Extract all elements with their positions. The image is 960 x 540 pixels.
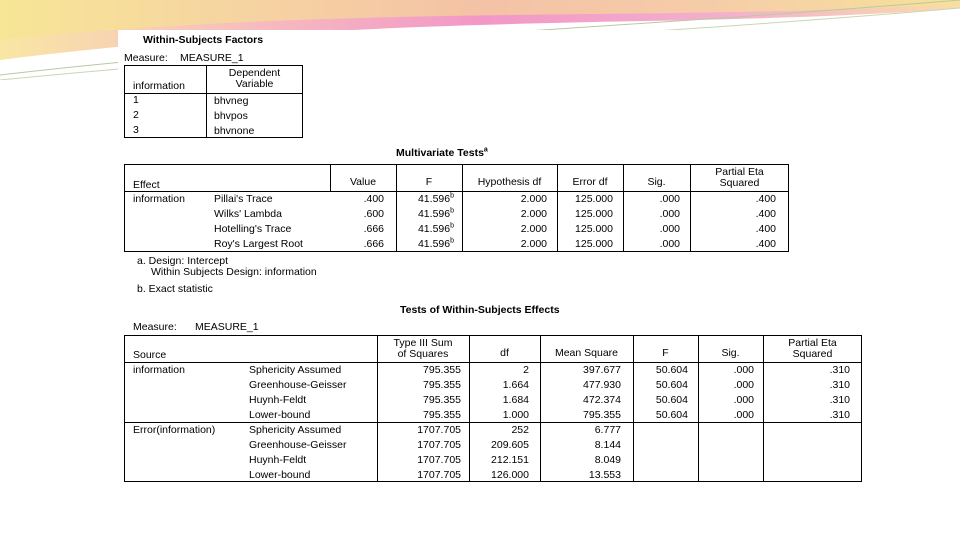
multi-col-eta-2: Squared (719, 177, 760, 189)
within-measure-value: MEASURE_1 (180, 52, 244, 64)
multi-f: 41.596$^b$ (417, 222, 454, 235)
multi-col-err: Error df (572, 176, 608, 188)
wse-source-error: Error(information) (133, 424, 216, 436)
wse-correction: Huynh-Feldt (249, 454, 307, 466)
multi-hyp: 2.000 (520, 238, 547, 250)
multi-test: Pillai's Trace (214, 193, 273, 205)
wse-ss: 1707.705 (417, 424, 461, 436)
multi-eta: .400 (755, 223, 776, 235)
multi-eta: .400 (755, 238, 776, 250)
wse-ss: 1707.705 (417, 439, 461, 451)
wse-col-eta-2: Squared (792, 348, 833, 360)
multi-col-effect: Effect (133, 179, 160, 191)
wse-ms: 472.374 (583, 394, 621, 406)
wse-ms: 6.777 (594, 424, 621, 436)
wse-eta: .310 (829, 364, 850, 376)
within-col-dv-2: Variable (235, 78, 274, 90)
wse-df: 209.605 (491, 439, 529, 451)
multi-note-b: b. Exact statistic (137, 283, 213, 295)
wse-ss: 795.355 (423, 409, 461, 421)
wse-ss: 795.355 (423, 379, 461, 391)
multi-col-hyp: Hypothesis df (477, 176, 542, 188)
within-measure-label: Measure: (124, 52, 168, 64)
wse-ss: 795.355 (423, 394, 461, 406)
within-level: 3 (133, 124, 139, 136)
wse-f: 50.604 (655, 364, 688, 376)
multi-hyp: 2.000 (520, 193, 547, 205)
wse-sig: .000 (733, 364, 754, 376)
within-var: bhvpos (214, 110, 248, 122)
wse-measure-value: MEASURE_1 (195, 321, 259, 333)
within-level: 2 (133, 109, 139, 121)
multi-col-value: Value (349, 176, 377, 188)
wse-col-ss-2: of Squares (397, 348, 449, 360)
wse-source-info: information (133, 364, 185, 376)
multi-sig: .000 (659, 223, 680, 235)
within-col-factor: information (133, 80, 185, 92)
multi-eta: .400 (755, 193, 776, 205)
wse-df: 2 (523, 364, 529, 376)
wse-df: 1.000 (502, 409, 529, 421)
multi-f: 41.596$^b$ (417, 192, 454, 205)
wse-ss: 1707.705 (417, 454, 461, 466)
wse-eta: .310 (829, 409, 850, 421)
wse-col-eta-1: Partial Eta (788, 337, 837, 349)
wse-correction: Lower-bound (249, 409, 311, 421)
wse-ss: 795.355 (423, 364, 461, 376)
multi-f: 41.596$^b$ (417, 237, 454, 250)
wse-ms: 8.049 (594, 454, 621, 466)
multi-test: Wilks' Lambda (214, 208, 282, 220)
multi-note-a-design: Within Subjects Design: information (151, 266, 317, 278)
multi-value: .666 (363, 238, 384, 250)
wse-eta: .310 (829, 379, 850, 391)
wse-correction: Lower-bound (249, 469, 311, 481)
wse-df: 126.000 (491, 469, 529, 481)
wse-ms: 13.553 (588, 469, 621, 481)
multi-hyp: 2.000 (520, 223, 547, 235)
multi-err: 125.000 (575, 193, 613, 205)
wse-f: 50.604 (655, 409, 688, 421)
wse-correction: Huynh-Feldt (249, 394, 307, 406)
multi-f: 41.596$^b$ (417, 207, 454, 220)
multi-err: 125.000 (575, 238, 613, 250)
within-factors-title: Within-Subjects Factors (143, 34, 264, 46)
multi-eta: .400 (755, 208, 776, 220)
multi-effect: information (133, 193, 185, 205)
wse-correction: Sphericity Assumed (249, 424, 342, 436)
multi-col-eta-1: Partial Eta (715, 166, 764, 178)
multi-value: .400 (363, 193, 384, 205)
wse-col-ss-1: Type III Sum (393, 337, 453, 349)
multi-err: 125.000 (575, 208, 613, 220)
wse-ms: 397.677 (583, 364, 621, 376)
within-var: bhvneg (214, 95, 249, 107)
multi-err: 125.000 (575, 223, 613, 235)
wse-ms: 795.355 (583, 409, 621, 421)
wse-title: Tests of Within-Subjects Effects (400, 304, 560, 316)
within-var: bhvnone (214, 125, 255, 137)
wse-correction: Sphericity Assumed (249, 364, 342, 376)
within-level: 1 (133, 94, 139, 106)
wse-sig: .000 (733, 409, 754, 421)
within-col-dv-1: Dependent (228, 67, 281, 79)
wse-ms: 477.930 (583, 379, 621, 391)
multi-col-f: F (425, 176, 433, 188)
wse-f: 50.604 (655, 394, 688, 406)
wse-col-sig: Sig. (721, 347, 740, 359)
wse-sig: .000 (733, 379, 754, 391)
wse-df: 252 (511, 424, 529, 436)
wse-col-f: F (662, 347, 669, 359)
multi-col-sig: Sig. (647, 176, 666, 188)
multi-test: Roy's Largest Root (214, 238, 303, 250)
multi-sig: .000 (659, 238, 680, 250)
wse-df: 1.664 (502, 379, 529, 391)
multi-title: Multivariate Tests$^a$ (396, 146, 488, 159)
multi-value: .666 (363, 223, 384, 235)
wse-correction: Greenhouse-Geisser (249, 439, 347, 451)
wse-sig: .000 (733, 394, 754, 406)
wse-ms: 8.144 (594, 439, 621, 451)
wse-ss: 1707.705 (417, 469, 461, 481)
wse-f: 50.604 (655, 379, 688, 391)
wse-measure-label: Measure: (133, 321, 177, 333)
multi-value: .600 (363, 208, 384, 220)
wse-col-df: df (500, 347, 509, 359)
wse-correction: Greenhouse-Geisser (249, 379, 347, 391)
multi-hyp: 2.000 (520, 208, 547, 220)
wse-col-ms: Mean Square (554, 347, 619, 359)
multi-note-a: a. Design: Intercept (137, 255, 229, 267)
wse-col-source: Source (133, 349, 167, 361)
wse-df: 212.151 (491, 454, 529, 466)
multi-sig: .000 (659, 208, 680, 220)
wse-eta: .310 (829, 394, 850, 406)
wse-df: 1.684 (502, 394, 529, 406)
multi-sig: .000 (659, 193, 680, 205)
multi-test: Hotelling's Trace (214, 223, 292, 235)
